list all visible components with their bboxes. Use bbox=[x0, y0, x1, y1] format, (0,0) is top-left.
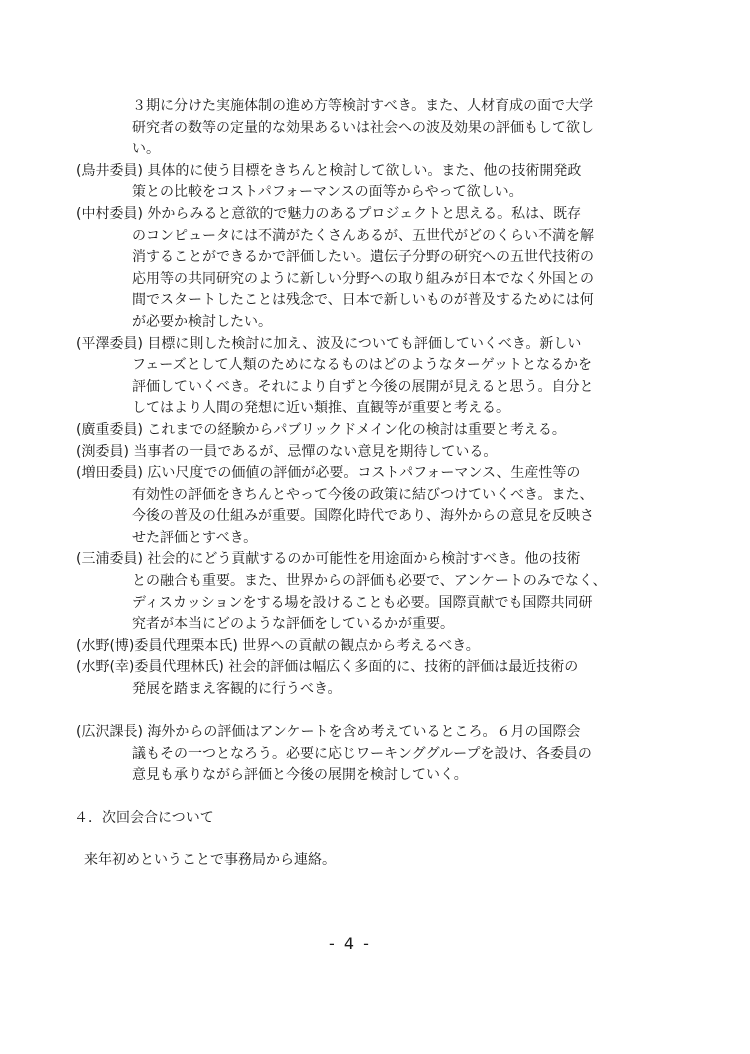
speaker-line: (三浦委員) 社会的にどう貢献するのか可能性を用途面から検討すべき。他の技術 bbox=[76, 551, 581, 568]
text-line: 応用等の共同研究のように新しい分野への取り組みが日本でなく外国との bbox=[132, 270, 594, 287]
speaker-line: (中村委員) 外からみると意欲的で魅力のあるプロジェクトと思える。私は、既存 bbox=[76, 205, 582, 222]
text-line: ３期に分けた実施体制の進め方等検討すべき。また、人材育成の面で大学 bbox=[132, 98, 594, 114]
text-line: してはより人間の発想に近い類推、直観等が重要と考える。 bbox=[132, 400, 510, 417]
text-line: フェーズとして人類のためになるものはどのようなターゲットとなるかを bbox=[132, 357, 593, 374]
speaker-line: (水野(博)委員代理栗本氏) 世界への貢献の観点から考えるべき。 bbox=[76, 637, 480, 654]
text-line: 間でスタートしたことは残念で、日本で新しいものが普及するためには何 bbox=[132, 292, 594, 309]
text-line: 究者が本当にどのような評価をしているかが重要。 bbox=[132, 616, 454, 633]
text-line: 評価していくべき。それにより自ずと今後の展開が見えると思う。自分と bbox=[132, 378, 594, 395]
minutes-body bbox=[76, 96, 666, 787]
speaker-line: (水野(幸)委員代理林氏) 社会的評価は幅広く多面的に、技術的評価は最近技術の bbox=[76, 659, 579, 676]
text-line: 有効性の評価をきちんとやって今後の政策に結びつけていくべき。また、 bbox=[132, 486, 594, 503]
text-line: 消することができるかで評価したい。遺伝子分野の研究への五世代技術の bbox=[132, 249, 594, 266]
speaker-line: (広沢課長) 海外からの評価はアンケートを含め考えているところ。６月の国際会 bbox=[76, 724, 581, 741]
text-line: せた評価とすべき。 bbox=[132, 529, 258, 546]
text-line: が必要か検討したい。 bbox=[132, 313, 272, 330]
speaker-line: (増田委員) 広い尺度での価値の評価が必要。コストパフォーマンス、生産性等の bbox=[76, 465, 581, 482]
speaker-line: (鳥井委員) 具体的に使う目標をきちんと検討して欲しい。また、他の技術開発政 bbox=[76, 162, 582, 179]
text-line: 策との比較をコストパフォーマンスの面等からやって欲しい。 bbox=[132, 184, 523, 201]
text-line: 今後の普及の仕組みが重要。国際化時代であり、海外からの意見を反映さ bbox=[132, 508, 594, 525]
speaker-line: (廣重委員) これまでの経験からパブリックドメイン化の検討は重要と考える。 bbox=[76, 421, 566, 438]
page-number: - 4 - bbox=[329, 934, 371, 953]
section-heading: ４．次回会合について bbox=[74, 810, 214, 826]
section-text: 来年初めということで事務局から連絡。 bbox=[84, 852, 336, 868]
text-line: 議もその一つとなろう。必要に応じワーキンググループを設け、各委員の bbox=[132, 745, 592, 762]
speaker-line: (渕委員) 当事者の一員であるが、忌憚のない意見を期待している。 bbox=[76, 443, 498, 460]
text-line: のコンピュータには不満がたくさんあるが、五世代がどのくらい不満を解 bbox=[132, 227, 594, 244]
text-line: 意見も承りながら評価と今後の展開を検討していく。 bbox=[132, 767, 468, 784]
text-line: い。 bbox=[132, 141, 160, 158]
text-line: 発展を踏まえ客観的に行うべき。 bbox=[132, 681, 342, 698]
paragraph-gap bbox=[76, 701, 666, 723]
text-line: ディスカッションをする場を設けることも必要。国際貢献でも国際共同研 bbox=[132, 594, 593, 611]
text-line: 研究者の数等の定量的な効果あるいは社会への波及効果の評価もして欲し bbox=[132, 119, 594, 136]
speaker-line: (平澤委員) 目標に則した検討に加え、波及についても評価していくべき。新しい bbox=[76, 335, 582, 352]
text-line: との融合も重要。また、世界からの評価も必要で、アンケートのみでなく、 bbox=[132, 573, 607, 590]
